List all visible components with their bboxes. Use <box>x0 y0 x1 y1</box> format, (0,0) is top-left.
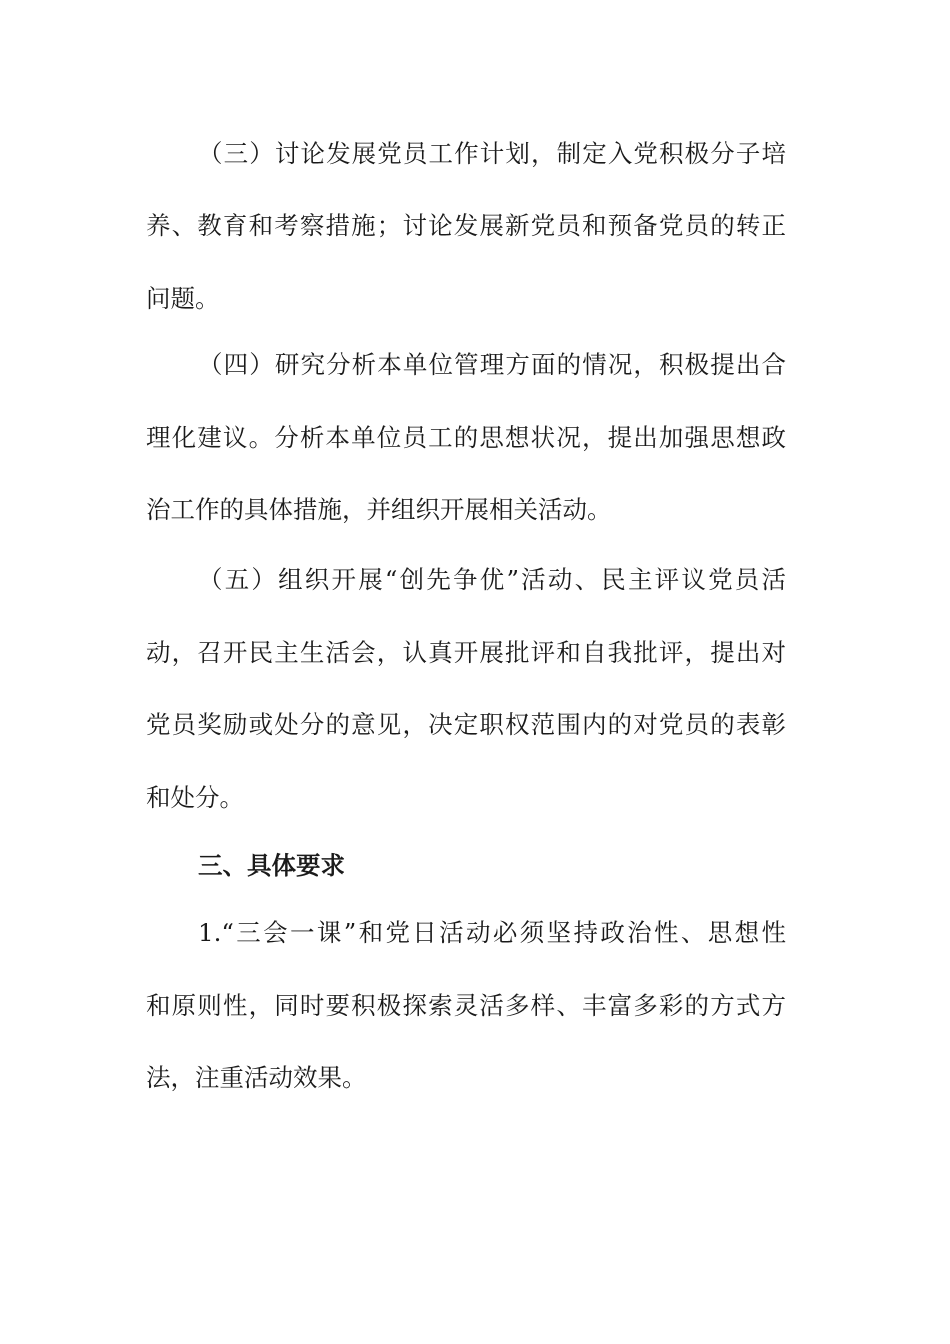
item-1-line-3: 法，注重活动效果。 <box>146 1063 367 1092</box>
paragraph-3-line-2: 养、教育和考察措施；讨论发展新党员和预备党员的转正 <box>146 211 786 240</box>
paragraph-4-line-3: 治工作的具体措施，并组织开展相关活动。 <box>146 495 612 524</box>
paragraph-5-line-4: 和处分。 <box>146 783 244 812</box>
section-heading: 三、具体要求 <box>198 851 345 880</box>
paragraph-3-line-3: 问题。 <box>146 284 220 313</box>
paragraph-4-line-2: 理化建议。分析本单位员工的思想状况，提出加强思想政 <box>146 423 786 452</box>
item-1-line-1: 1.“三会一课”和党日活动必须坚持政治性、思想性 <box>198 918 786 947</box>
paragraph-5-line-2: 动，召开民主生活会，认真开展批评和自我批评，提出对 <box>146 638 786 667</box>
item-1-line-2: 和原则性，同时要积极探索灵活多样、丰富多彩的方式方 <box>146 991 786 1020</box>
paragraph-3-line-1: （三）讨论发展党员工作计划，制定入党积极分子培 <box>198 139 786 168</box>
paragraph-4-line-1: （四）研究分析本单位管理方面的情况，积极提出合 <box>198 350 786 379</box>
paragraph-5-line-1: （五）组织开展“创先争优”活动、民主评议党员活 <box>198 565 786 594</box>
paragraph-5-line-3: 党员奖励或处分的意见，决定职权范围内的对党员的表彰 <box>146 710 786 739</box>
